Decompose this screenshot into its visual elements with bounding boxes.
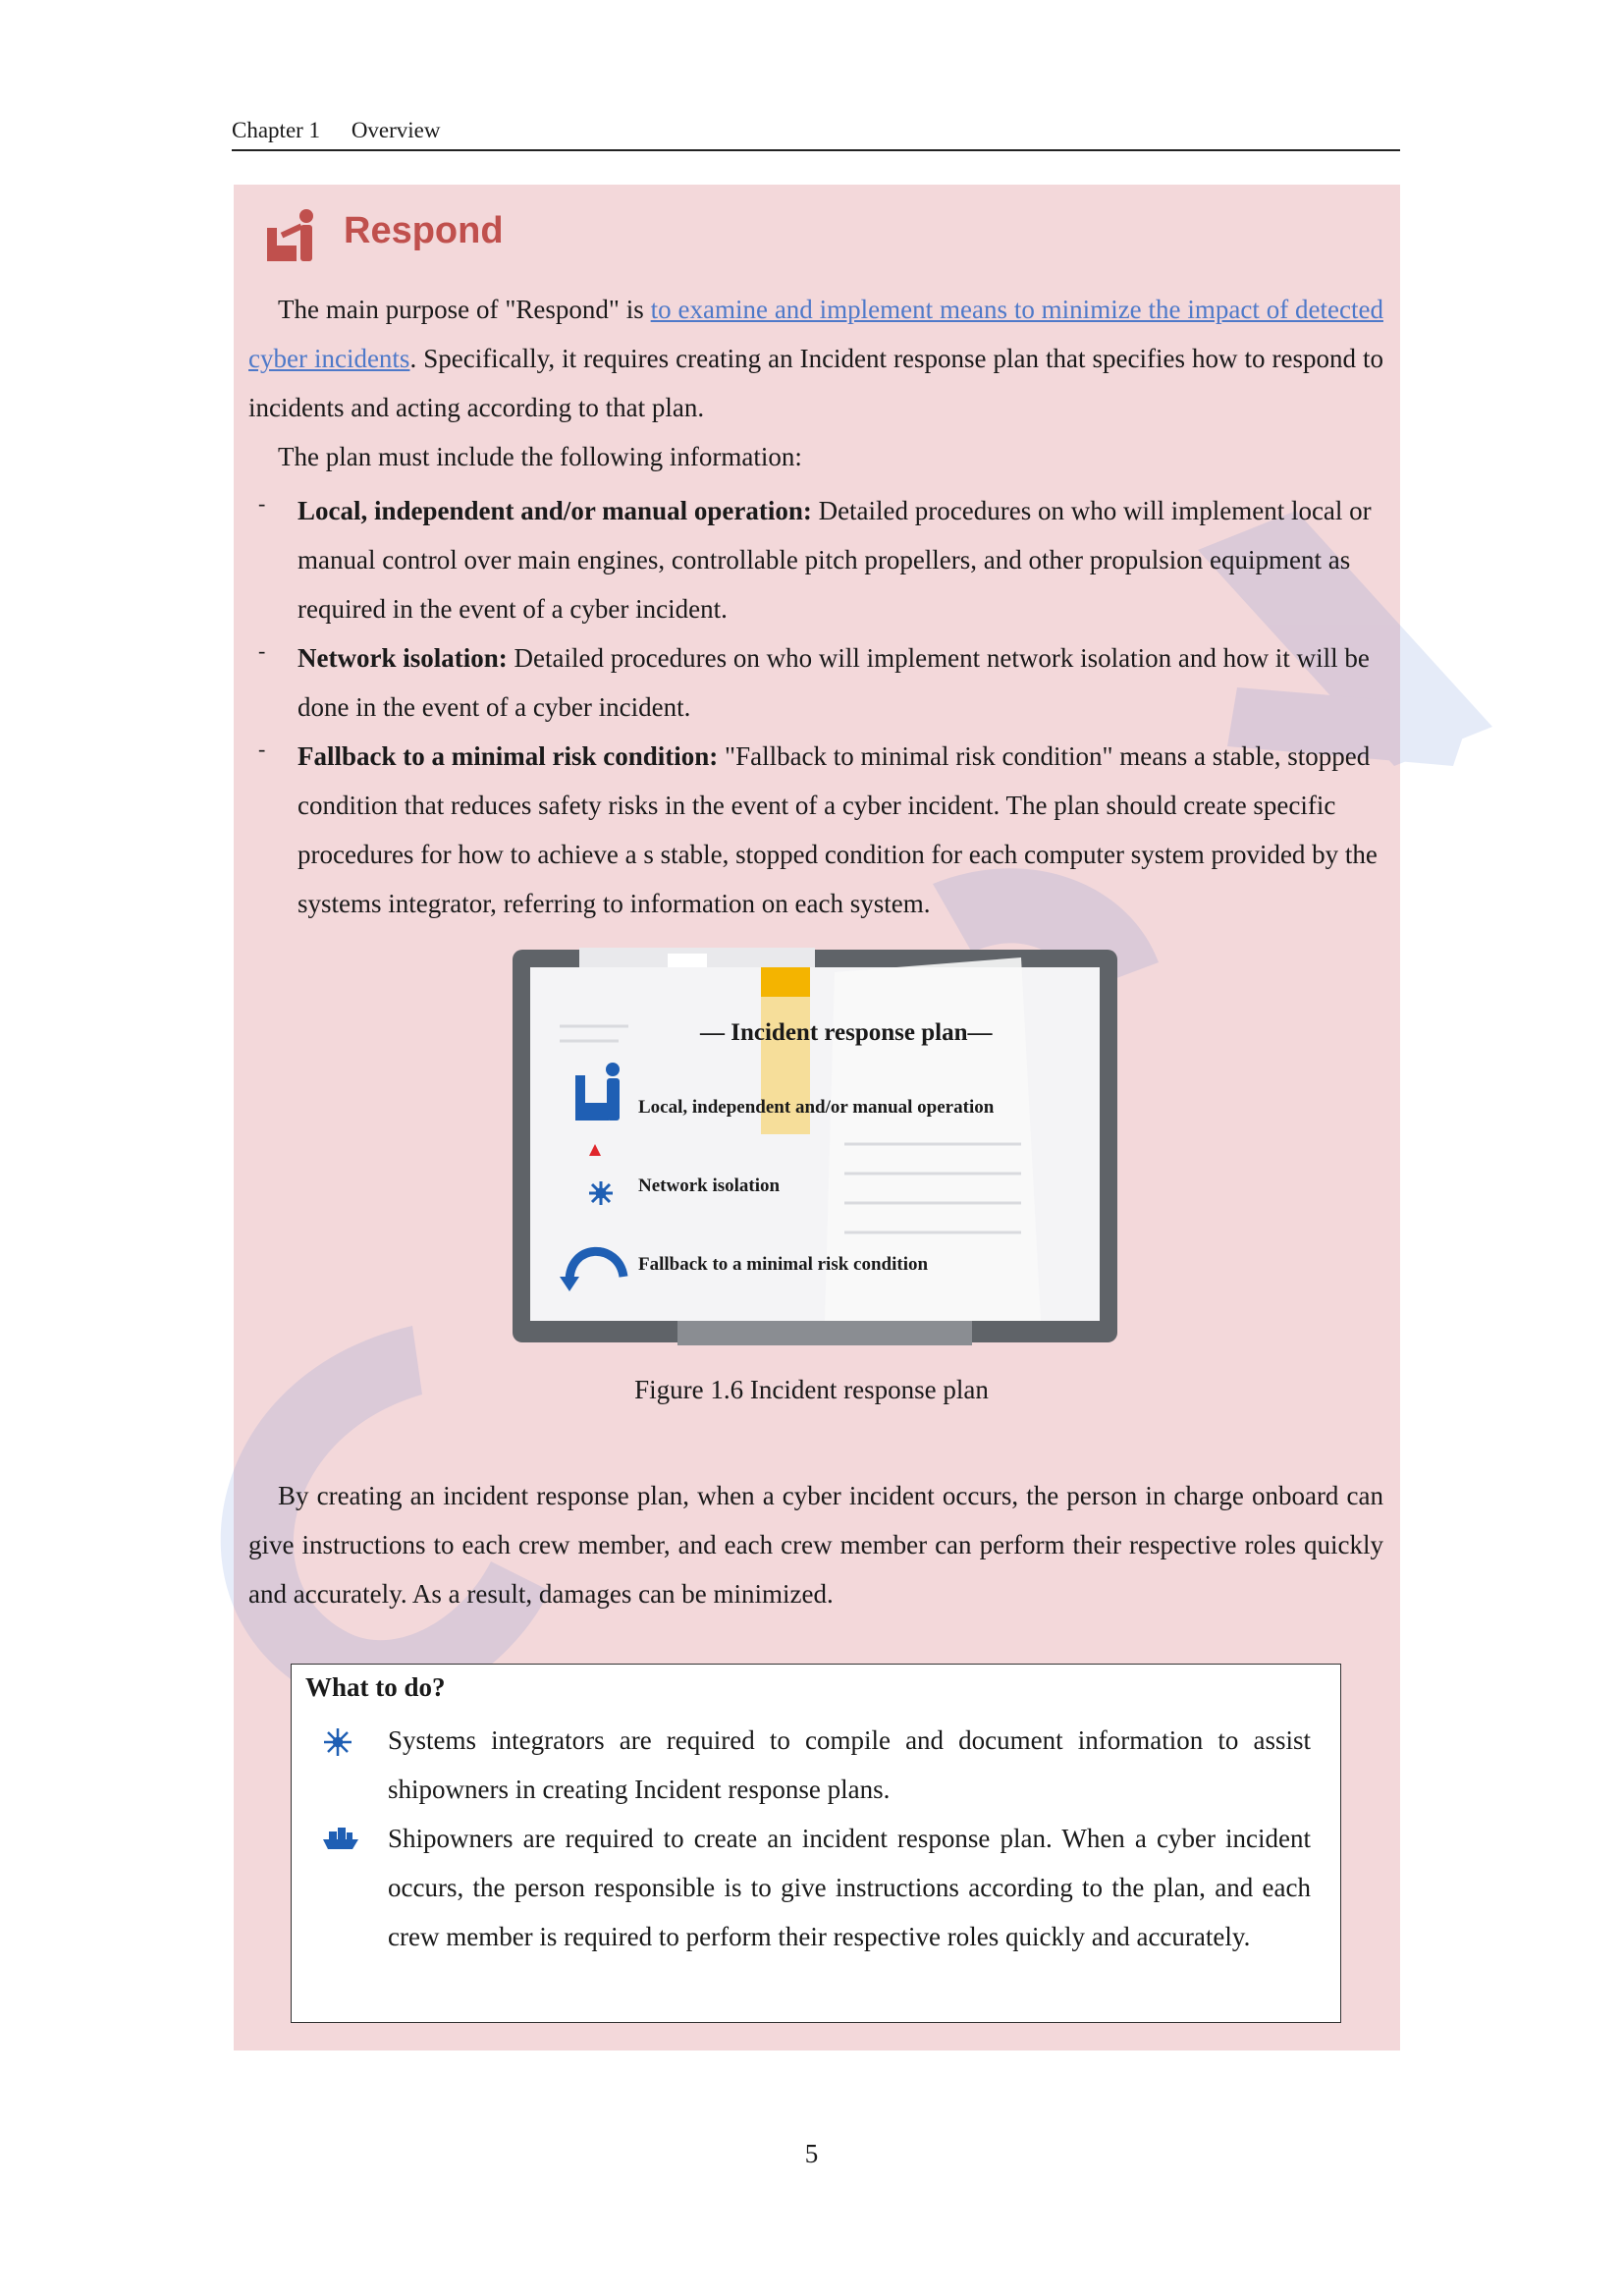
bullet-item xyxy=(298,633,1382,732)
intro-text-start: The main purpose of "Respond" is xyxy=(278,295,651,324)
chapter-label: Chapter 1 xyxy=(232,118,321,142)
todo-item-text: Shipowners are required to create an incident response plan. When a cyber incident occurs, the person responsible is to give instructions according to the plan, and each crew member is required to perform their respective roles quickly and accurately. xyxy=(388,1824,1311,1951)
intro-link[interactable]: to examine and implement means to minimize the impact of detected cyber incidents xyxy=(248,295,1383,373)
todo-title: What to do? xyxy=(305,1672,446,1702)
bullet-text: Detailed procedures on who will implement local or manual control over main engines, controllable pitch propellers, and other propulsion equipment as required in the event of a cyber incident. xyxy=(298,496,1372,624)
bullet-text: Detailed procedures on who will implement network isolation and how it will be done in the event of a cyber incident. xyxy=(298,643,1370,722)
chapter-section: Overview xyxy=(351,118,441,142)
bullet-term: Network isolation: xyxy=(298,643,508,673)
page-number: 5 xyxy=(804,2139,819,2168)
todo-item-text: Systems integrators are required to compile and document information to assist shipowners in creating Incident response plans. xyxy=(388,1725,1311,1804)
bullet-marker: - xyxy=(258,491,266,516)
bullet-term: Fallback to a minimal risk condition: xyxy=(298,741,719,771)
intro-paragraph xyxy=(248,285,1383,432)
section-title: Respond xyxy=(344,210,504,251)
what-to-do-box xyxy=(291,1664,1341,2023)
network-icon xyxy=(321,1725,354,1759)
operator-icon xyxy=(263,206,322,265)
ship-icon xyxy=(321,1824,360,1851)
bullet-term: Local, independent and/or manual operation: xyxy=(298,496,812,525)
bullet-text: "Fallback to minimal risk condition" means a stable, stopped condition that reduces safety risks in the event of a cyber incident. The plan should create specific procedures for how to achieve a s stable, stopped condition for each computer system provided by the systems integrator, referring to information on each system. xyxy=(298,741,1378,918)
page-header xyxy=(232,116,1400,151)
conclusion-paragraph: By creating an incident response plan, when a cyber incident occurs, the person in charge onboard can give instructions to each crew member, and each crew member can perform their respective roles quickly and accurately. As a result, damages can be minimized. xyxy=(248,1481,1383,1609)
bullet-marker: - xyxy=(258,638,266,663)
bullet-item xyxy=(298,486,1382,633)
figure-item: Fallback to a minimal risk condition xyxy=(638,1254,929,1275)
figure-item: Local, independent and/or manual operation xyxy=(638,1097,995,1118)
bullet-item xyxy=(298,732,1382,928)
incident-plan-figure xyxy=(511,948,1119,1345)
intro-text-end: . Specifically, it requires creating an Incident response plan that specifies how to respond to incidents and acting according to that plan. xyxy=(248,344,1383,422)
figure-title: — Incident response plan— xyxy=(700,1019,993,1046)
figure-caption: Figure 1.6 Incident response plan xyxy=(634,1375,989,1404)
figure-item: Network isolation xyxy=(638,1175,781,1196)
plan-intro-paragraph: The plan must include the following information: xyxy=(278,442,802,471)
bullet-marker: - xyxy=(258,737,266,761)
